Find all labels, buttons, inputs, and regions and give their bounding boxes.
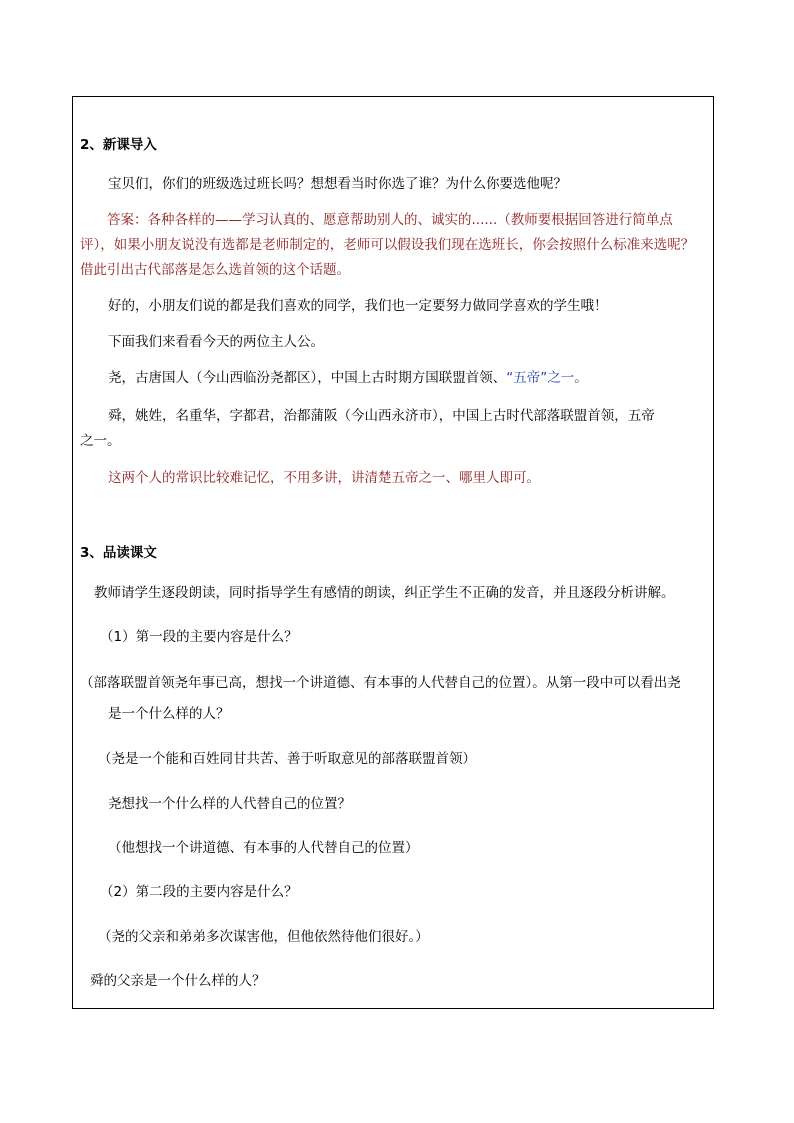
answer-line-3: 借此引出古代部落是怎么选首领的这个话题。 xyxy=(80,262,350,278)
shun-intro-line-1: 舜，姚姓，名重华，字都君，治都蒲阪（今山西永济市），中国上古时代部落联盟首领，五帝 xyxy=(108,408,655,424)
reading-intro: 教师请学生逐段朗读，同时指导学生有感情的朗读，纠正学生不正确的发音，并且逐段分析讲解。 xyxy=(94,585,675,601)
paragraph-protagonists: 下面我们来看看今天的两位主人公。 xyxy=(108,334,324,350)
answer-paragraph-1-line-2: 是一个什么样的人？ xyxy=(108,706,230,722)
lesson-frame xyxy=(72,96,714,1009)
answer-line-2: 评），如果小朋友说没有选都是老师制定的，老师可以假设我们现在选班长，你会按照什么标准来选呢？ xyxy=(80,237,695,253)
answer-successor: （他想找一个讲道德、有本事的人代替自己的位置） xyxy=(108,840,419,856)
intro-question: 宝贝们，你们的班级选过班长吗？想想看当时你选了谁？为什么你要选他呢？ xyxy=(108,176,567,192)
yao-intro-text: 尧，古唐国人（今山西临汾尧都区），中国上古时期方国联盟首领、 xyxy=(108,370,507,386)
section-heading-new-lesson: 2、新课导入 xyxy=(80,137,157,153)
section-heading-reading: 3、品读课文 xyxy=(80,545,157,561)
answer-paragraph-2: （尧的父亲和弟弟多次谋害他，但他依然待他们很好。） xyxy=(98,929,429,945)
teacher-note: 这两个人的常识比较难记忆，不用多讲，讲清楚五帝之一、哪里人即可。 xyxy=(108,470,540,486)
question-shun-father: 舜的父亲是一个什么样的人？ xyxy=(90,973,266,989)
answer-yao-character: （尧是一个能和百姓同甘共苦、善于听取意见的部落联盟首领） xyxy=(98,751,476,767)
five-emperors-highlight: “五帝”之一。 xyxy=(506,370,588,386)
answer-line-1: 答案：各种各样的——学习认真的、愿意帮助别人的、诚实的......（教师要根据回答进行简单点 xyxy=(107,212,673,228)
yao-intro xyxy=(108,370,588,386)
question-paragraph-2: （2）第二段的主要内容是什么？ xyxy=(100,884,298,900)
question-paragraph-1: （1）第一段的主要内容是什么？ xyxy=(100,629,298,645)
question-successor: 尧想找一个什么样的人代替自己的位置？ xyxy=(108,796,351,812)
paragraph-praise: 好的，小朋友们说的都是我们喜欢的同学，我们也一定要努力做同学喜欢的学生哦！ xyxy=(108,298,608,314)
shun-intro-line-2: 之一。 xyxy=(80,433,121,449)
answer-paragraph-1-line-1: （部落联盟首领尧年事已高，想找一个讲道德、有本事的人代替自己的位置）。从第一段中可以看出尧 xyxy=(80,675,681,691)
